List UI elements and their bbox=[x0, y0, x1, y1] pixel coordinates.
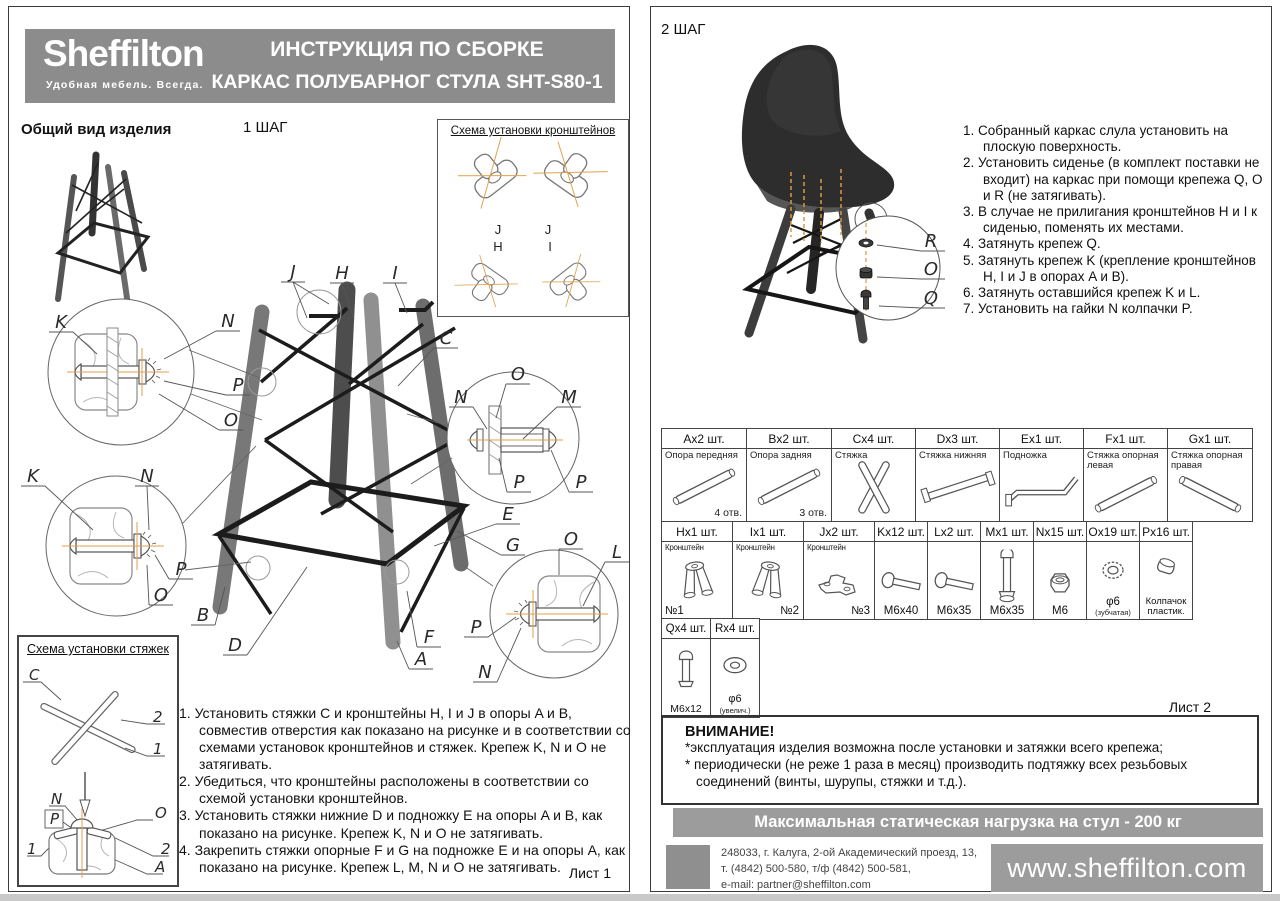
part-cell-d bbox=[915, 428, 1000, 522]
website-banner: www.sheffilton.com bbox=[991, 844, 1263, 892]
bracket-label-j2: J bbox=[544, 222, 552, 237]
part-code: Qx4 шт. bbox=[662, 619, 710, 639]
instruction-item: 1. Собранный каркас слула установить на плоскую поверхность. bbox=[963, 123, 1229, 155]
part-icon-bracket bbox=[744, 558, 792, 608]
part-desc: Опора передняя bbox=[665, 450, 738, 461]
tie-label-a: A bbox=[155, 858, 166, 876]
tie-label-b2: 2 bbox=[161, 840, 171, 858]
part-icon-bolt-short bbox=[664, 649, 708, 695]
diagram-label-p1: P bbox=[232, 375, 244, 396]
part-sublabel: (зубчатая) bbox=[1095, 608, 1131, 617]
part-code: Bx2 шт. bbox=[747, 429, 831, 449]
part-icon-bolt-long bbox=[983, 549, 1031, 605]
diagram-label-o4: O bbox=[563, 529, 579, 550]
diagram-label-p4: P bbox=[575, 472, 587, 493]
part-desc: Кронштейн bbox=[665, 543, 704, 552]
part-code: Ix1 шт. bbox=[733, 522, 803, 542]
part-label: M6 bbox=[1052, 604, 1068, 617]
part-desc: Опора задняя bbox=[750, 450, 812, 461]
scan-shadow bbox=[0, 894, 1280, 901]
part-code: Jx2 шт. bbox=[804, 522, 874, 542]
diagram-label-l: L bbox=[611, 542, 623, 563]
diagram-label-o3: O bbox=[510, 364, 526, 385]
brand-logo: Sheffilton bbox=[43, 33, 204, 74]
assembly-diagram bbox=[9, 232, 631, 692]
tie-label-2: 2 bbox=[153, 708, 163, 726]
part-label: Колпачок пластик. bbox=[1145, 596, 1187, 618]
part-icon-nut bbox=[1036, 559, 1084, 605]
diagram-label-e: E bbox=[502, 504, 514, 525]
diagram-label-k2: K bbox=[27, 466, 39, 487]
diagram-label-o2: O bbox=[153, 585, 169, 606]
parts-table-row3 bbox=[661, 618, 759, 717]
overview-title: Общий вид изделия bbox=[21, 121, 172, 138]
part-cell-l bbox=[927, 521, 981, 620]
part-code: Rx4 шт. bbox=[711, 619, 759, 639]
part-icon-rod bbox=[664, 464, 744, 510]
step2-instructions bbox=[963, 123, 1263, 317]
part-code: Fx1 шт. bbox=[1084, 429, 1167, 449]
header-band bbox=[25, 29, 615, 103]
parts-table-row1 bbox=[661, 428, 1252, 521]
part-label: M6x12 bbox=[670, 702, 702, 715]
part-desc: Подножка bbox=[1003, 450, 1047, 461]
detail-label-q: Q bbox=[923, 288, 939, 309]
tie-scheme-drawing bbox=[19, 656, 175, 880]
tie-scheme-box bbox=[17, 635, 179, 887]
diagram-label-o1: O bbox=[223, 410, 239, 431]
address-line: 248033, г. Калуга, 2-ой Академический проезд, 13, bbox=[721, 847, 978, 859]
part-desc: Стяжка bbox=[835, 450, 868, 461]
part-icon-bolt bbox=[930, 559, 978, 605]
parts-table-row2 bbox=[661, 521, 1192, 619]
instruction-item: 4. Затянуть крепеж Q. bbox=[963, 236, 1101, 252]
sheet-1 bbox=[8, 6, 630, 892]
part-cell-c bbox=[831, 428, 916, 522]
part-label: №3 bbox=[851, 604, 870, 617]
part-cell-r bbox=[710, 618, 760, 718]
chair-photo bbox=[691, 37, 981, 347]
tie-label-o: O bbox=[155, 804, 167, 822]
part-note: 4 отв. bbox=[714, 507, 742, 519]
diagram-label-p3: P bbox=[513, 472, 525, 493]
diagram-label-n4: N bbox=[478, 662, 492, 683]
part-cell-q bbox=[661, 618, 711, 718]
tie-scheme-title: Схема установки стяжек bbox=[27, 642, 169, 656]
part-cell-e bbox=[999, 428, 1084, 522]
part-code: Cx4 шт. bbox=[832, 429, 915, 449]
warning-box bbox=[661, 715, 1259, 805]
part-cell-b bbox=[746, 428, 832, 522]
diagram-label-m: M bbox=[561, 387, 577, 408]
part-cell-o bbox=[1086, 521, 1140, 620]
part-code: Hx1 шт. bbox=[662, 522, 732, 542]
instruction-item: 6. Затянуть оставшийся крепеж K и L. bbox=[963, 284, 1201, 300]
part-cell-p bbox=[1139, 521, 1193, 620]
warning-title: ВНИМАНИЕ! bbox=[685, 724, 775, 740]
instruction-item: 3. Установить стяжки нижние D и подножку E на опоры A и B, как показано на рисунке. Крепеж K, N и O не затягивать. bbox=[179, 807, 603, 841]
part-cell-f bbox=[1083, 428, 1168, 522]
tie-label-p: P bbox=[50, 810, 60, 828]
part-label: φ6 bbox=[728, 693, 742, 706]
part-desc: Кронштейн bbox=[807, 543, 846, 552]
instruction-item: 2. Установить сиденье (в комплект поставки не входит) на каркас при помощи крепежа Q, O и R (не затягивать). bbox=[963, 155, 1263, 203]
part-icon-washer-serrated bbox=[1089, 552, 1137, 588]
part-desc: Стяжка опорная правая bbox=[1171, 450, 1243, 472]
instruction-item: 2. Убедиться, что кронштейны расположены в соответствии со схемой установки кронштейнов. bbox=[179, 773, 589, 807]
bracket-label-i: I bbox=[548, 239, 552, 254]
part-sublabel: (увелич.) bbox=[719, 706, 751, 715]
part-icon-cap bbox=[1142, 548, 1190, 584]
diagram-label-j: J bbox=[290, 262, 296, 283]
brand-tagline: Удобная мебель. Всегда. bbox=[46, 79, 204, 91]
instruction-item: 4. Закрепить стяжки опорные F и G на подножке E и на опоры A, как показано на рисунке. Крепеж L, M, N и O не затягивать. bbox=[179, 841, 626, 875]
diagram-label-k1: K bbox=[55, 312, 67, 333]
sheet1-number: Лист 1 bbox=[568, 865, 611, 881]
part-code: Ox19 шт. bbox=[1087, 522, 1139, 542]
diagram-label-a: A bbox=[414, 649, 428, 670]
part-cell-m bbox=[980, 521, 1034, 620]
part-icon-footrest bbox=[1002, 464, 1082, 510]
part-label: M6x35 bbox=[936, 604, 972, 617]
part-cell-j bbox=[803, 521, 875, 620]
part-icon-rod bbox=[749, 464, 829, 510]
diagram-label-p2: P bbox=[175, 559, 187, 580]
part-icon-rod bbox=[1170, 471, 1250, 517]
part-code: Px16 шт. bbox=[1140, 522, 1192, 542]
title-line2: КАРКАС ПОЛУБАРНОГ СТУЛА SHT-S80-1 bbox=[211, 71, 603, 93]
part-label: №2 bbox=[780, 604, 799, 617]
part-code: Ex1 шт. bbox=[1000, 429, 1083, 449]
part-cell-h bbox=[661, 521, 733, 620]
sheet2-number: Лист 2 bbox=[1168, 699, 1211, 715]
bracket-scheme-title: Схема установки кронштейнов bbox=[450, 125, 616, 137]
instruction-item: 7. Установить на гайки N колпачки P. bbox=[963, 301, 1193, 317]
footer-address bbox=[721, 846, 977, 894]
part-icon-rod-flat bbox=[918, 464, 998, 510]
step1-label: 1 ШАГ bbox=[243, 119, 288, 136]
part-label: φ6 bbox=[1106, 595, 1120, 608]
diagram-label-c: C bbox=[439, 328, 453, 349]
tie-label-1: 1 bbox=[153, 740, 163, 758]
part-code: Dx3 шт. bbox=[916, 429, 999, 449]
diagram-label-g: G bbox=[506, 535, 520, 556]
tie-label-b1: 1 bbox=[27, 840, 37, 858]
part-code: Mx1 шт. bbox=[981, 522, 1033, 542]
bracket-label-h: H bbox=[493, 239, 503, 254]
tie-label-c: C bbox=[29, 666, 40, 684]
part-code: Nx15 шт. bbox=[1034, 522, 1086, 542]
part-icon-bolt bbox=[877, 559, 925, 605]
step2-label: 2 ШАГ bbox=[661, 21, 706, 38]
address-line: т. (4842) 500-580, т/ф (4842) 500-581, bbox=[721, 862, 911, 875]
part-code: Gx1 шт. bbox=[1168, 429, 1252, 449]
instruction-item: 1. Установить стяжки C и кронштейны H, I и J в опоры A и B, совместив отверстия как показано на рисунке и в соответствии со схемами установок кронштейнов и стяжек. Крепеж K, N и O не затягивать. bbox=[179, 705, 631, 773]
part-icon-bracket bbox=[673, 558, 721, 608]
bracket-label-j1: J bbox=[494, 222, 502, 237]
diagram-label-f: F bbox=[423, 627, 435, 648]
address-line: e-mail: partner@sheffilton.com bbox=[721, 878, 871, 891]
part-label: №1 bbox=[665, 604, 684, 617]
part-cell-n bbox=[1033, 521, 1087, 620]
sheet-2 bbox=[650, 6, 1272, 892]
diagram-label-n1: N bbox=[221, 311, 235, 332]
part-cell-a bbox=[661, 428, 747, 522]
title-line1: ИНСТРУКЦИЯ ПО СБОРКЕ bbox=[270, 38, 544, 61]
instruction-item: 5. Затянуть крепеж K (крепление кронштейнов H, I и J в опорах A и B). bbox=[963, 252, 1256, 284]
warning-line: * периодически (не реже 1 раза в месяц) производить подтяжку всех резьбовых соединений (винты, шурупы, стяжки и т.д.). bbox=[685, 756, 1188, 789]
detail-label-o: O bbox=[923, 259, 939, 280]
part-desc: Стяжка нижняя bbox=[919, 450, 987, 461]
part-code: Ax2 шт. bbox=[662, 429, 746, 449]
footer-logo-mark bbox=[666, 845, 710, 889]
diagram-label-h: H bbox=[335, 263, 349, 284]
diagram-label-i: I bbox=[392, 263, 398, 284]
part-icon-washer-flat bbox=[713, 649, 757, 681]
diagram-label-p5: P bbox=[470, 617, 482, 638]
warning-line: *эксплуатация изделия возможна после установки и затяжки всего крепежа; bbox=[685, 740, 1164, 755]
part-icon-bracket-low bbox=[815, 558, 863, 608]
part-cell-i bbox=[732, 521, 804, 620]
diagram-label-n3: N bbox=[454, 387, 468, 408]
part-code: Lx2 шт. bbox=[928, 522, 980, 542]
tie-label-n: N bbox=[51, 790, 63, 808]
part-cell-g bbox=[1167, 428, 1253, 522]
diagram-label-n2: N bbox=[140, 466, 154, 487]
part-icon-rod bbox=[1086, 471, 1166, 517]
part-desc: Кронштейн bbox=[736, 543, 775, 552]
diagram-label-b: B bbox=[196, 605, 210, 626]
part-code: Kx12 шт. bbox=[875, 522, 927, 542]
detail-label-r: R bbox=[924, 231, 938, 252]
instruction-item: 3. В случае не прилигания кронштейнов H и I к сиденью, поменять их местами. bbox=[963, 203, 1258, 236]
part-cell-k bbox=[874, 521, 928, 620]
max-load-banner: Максимальная статическая нагрузка на стул - 200 кг bbox=[673, 808, 1263, 837]
diagram-label-d: D bbox=[228, 635, 242, 656]
part-icon-cross bbox=[834, 457, 914, 517]
document-title bbox=[207, 38, 607, 94]
part-desc: Стяжка опорная левая bbox=[1087, 450, 1159, 472]
part-note: 3 отв. bbox=[799, 507, 827, 519]
part-label: M6x40 bbox=[883, 604, 919, 617]
part-label: M6x35 bbox=[989, 604, 1025, 617]
step1-instructions bbox=[179, 705, 633, 876]
